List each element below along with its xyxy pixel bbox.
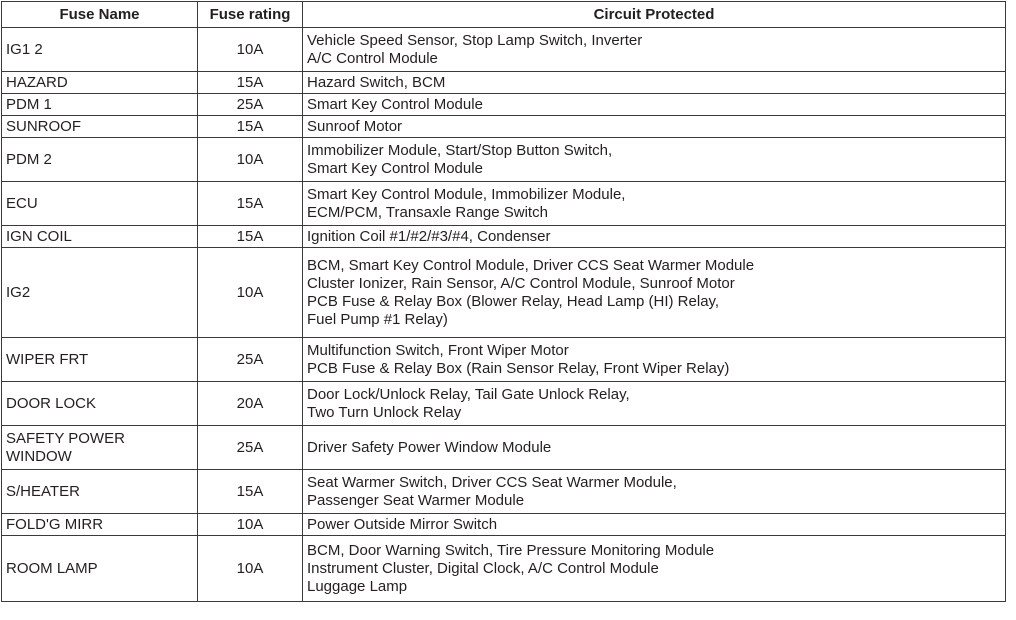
- table-row: [2, 28, 1006, 72]
- table-row: [2, 72, 1006, 94]
- header-fuse-rating: Fuse rating: [198, 2, 303, 28]
- table-row: [2, 382, 1006, 426]
- fuse-name-cell: [2, 514, 198, 536]
- fuse-name-text: IGN COIL: [6, 227, 72, 245]
- fuse-name-text: WIPER FRT: [6, 350, 89, 368]
- fuse-rating-cell: 10A: [198, 28, 303, 72]
- circuit-line: A/C Control Module: [307, 49, 438, 67]
- fuse-name-cell: [2, 338, 198, 382]
- fuse-rating-cell: 25A: [198, 426, 303, 470]
- fuse-name-text: PDM 2: [6, 150, 52, 168]
- circuit-line: Power Outside Mirror Switch: [307, 515, 498, 533]
- circuit-line: Sunroof Motor: [307, 117, 403, 135]
- table-row: [2, 470, 1006, 514]
- fuse-name-text: SAFETY POWER: [6, 429, 125, 447]
- table-row: [2, 182, 1006, 226]
- fuse-rating-cell: 15A: [198, 470, 303, 514]
- header-fuse-name: Fuse Name: [2, 2, 198, 28]
- fuse-name-text: PDM 1: [6, 95, 52, 113]
- fuse-name-cell: [2, 116, 198, 138]
- fuse-name-cell: [2, 426, 198, 470]
- circuit-line: Instrument Cluster, Digital Clock, A/C Control Module: [307, 559, 659, 577]
- fuse-rating-cell: 15A: [198, 72, 303, 94]
- circuit-line: BCM, Door Warning Switch, Tire Pressure Monitoring Module: [307, 541, 715, 559]
- circuit-protected-cell: [303, 116, 1006, 138]
- fuse-name-cell: [2, 94, 198, 116]
- circuit-protected-cell: [303, 28, 1006, 72]
- circuit-line: Multifunction Switch, Front Wiper Motor: [307, 341, 569, 359]
- fuse-name-text: HAZARD: [6, 73, 68, 91]
- table-row: [2, 248, 1006, 338]
- fuse-table-body: [2, 28, 1006, 602]
- fuse-name-text: DOOR LOCK: [6, 394, 97, 412]
- fuse-rating-cell: 10A: [198, 138, 303, 182]
- circuit-line: Vehicle Speed Sensor, Stop Lamp Switch, Inverter: [307, 31, 643, 49]
- circuit-line: Door Lock/Unlock Relay, Tail Gate Unlock Relay,: [307, 385, 630, 403]
- circuit-line: BCM, Smart Key Control Module, Driver CCS Seat Warmer Module: [307, 256, 755, 274]
- table-row: [2, 138, 1006, 182]
- circuit-line: Driver Safety Power Window Module: [307, 438, 552, 456]
- circuit-line: Smart Key Control Module: [307, 159, 483, 177]
- fuse-rating-cell: 20A: [198, 382, 303, 426]
- circuit-protected-cell: [303, 248, 1006, 338]
- fuse-rating-cell: 25A: [198, 338, 303, 382]
- table-row: [2, 338, 1006, 382]
- table-row: [2, 94, 1006, 116]
- circuit-protected-cell: [303, 426, 1006, 470]
- fuse-name-cell: [2, 226, 198, 248]
- fuse-name-cell: [2, 138, 198, 182]
- fuse-rating-cell: 15A: [198, 116, 303, 138]
- fuse-name-cell: [2, 470, 198, 514]
- circuit-line: PCB Fuse & Relay Box (Rain Sensor Relay, Front Wiper Relay): [307, 359, 730, 377]
- header-circuit-protected: Circuit Protected: [303, 2, 1006, 28]
- circuit-line: Smart Key Control Module, Immobilizer Module,: [307, 185, 626, 203]
- circuit-protected-cell: [303, 338, 1006, 382]
- fuse-rating-cell: 15A: [198, 182, 303, 226]
- circuit-protected-cell: [303, 94, 1006, 116]
- circuit-protected-cell: [303, 72, 1006, 94]
- fuse-name-text: ROOM LAMP: [6, 559, 98, 577]
- fuse-name-text: SUNROOF: [6, 117, 81, 135]
- fuse-name-text: IG1 2: [6, 40, 43, 58]
- table-row: [2, 426, 1006, 470]
- table-row: [2, 514, 1006, 536]
- fuse-name-cell: [2, 248, 198, 338]
- fuse-rating-cell: 10A: [198, 514, 303, 536]
- table-row: [2, 226, 1006, 248]
- fuse-name-cell: [2, 382, 198, 426]
- circuit-protected-cell: [303, 536, 1006, 602]
- circuit-protected-cell: [303, 382, 1006, 426]
- fuse-table: [1, 1, 1006, 602]
- circuit-line: Ignition Coil #1/#2/#3/#4, Condenser: [307, 227, 551, 245]
- fuse-name-text: S/HEATER: [6, 482, 80, 500]
- fuse-name-text: ECU: [6, 194, 38, 212]
- fuse-name-text: IG2: [6, 283, 31, 301]
- circuit-line: Hazard Switch, BCM: [307, 73, 446, 91]
- circuit-protected-cell: [303, 226, 1006, 248]
- fuse-name-cell: [2, 28, 198, 72]
- circuit-line: Luggage Lamp: [307, 577, 408, 595]
- circuit-protected-cell: [303, 470, 1006, 514]
- circuit-line: Cluster Ionizer, Rain Sensor, A/C Control Module, Sunroof Motor: [307, 274, 735, 292]
- circuit-protected-cell: [303, 182, 1006, 226]
- circuit-line: Seat Warmer Switch, Driver CCS Seat Warmer Module,: [307, 473, 677, 491]
- fuse-name-text: FOLD'G MIRR: [6, 515, 104, 533]
- circuit-protected-cell: [303, 138, 1006, 182]
- circuit-line: Smart Key Control Module: [307, 95, 483, 113]
- circuit-line: Two Turn Unlock Relay: [307, 403, 462, 421]
- circuit-line: Fuel Pump #1 Relay): [307, 310, 448, 328]
- table-row: [2, 116, 1006, 138]
- fuse-name-cell: [2, 182, 198, 226]
- fuse-rating-cell: 10A: [198, 248, 303, 338]
- circuit-line: Passenger Seat Warmer Module: [307, 491, 525, 509]
- fuse-rating-cell: 25A: [198, 94, 303, 116]
- fuse-name-text: WINDOW: [6, 447, 72, 465]
- circuit-line: ECM/PCM, Transaxle Range Switch: [307, 203, 548, 221]
- header-row: [2, 2, 1006, 28]
- table-row: [2, 536, 1006, 602]
- circuit-line: Immobilizer Module, Start/Stop Button Switch,: [307, 141, 613, 159]
- fuse-name-cell: [2, 72, 198, 94]
- circuit-protected-cell: [303, 514, 1006, 536]
- circuit-line: PCB Fuse & Relay Box (Blower Relay, Head Lamp (HI) Relay,: [307, 292, 720, 310]
- fuse-rating-cell: 10A: [198, 536, 303, 602]
- fuse-rating-cell: 15A: [198, 226, 303, 248]
- fuse-name-cell: [2, 536, 198, 602]
